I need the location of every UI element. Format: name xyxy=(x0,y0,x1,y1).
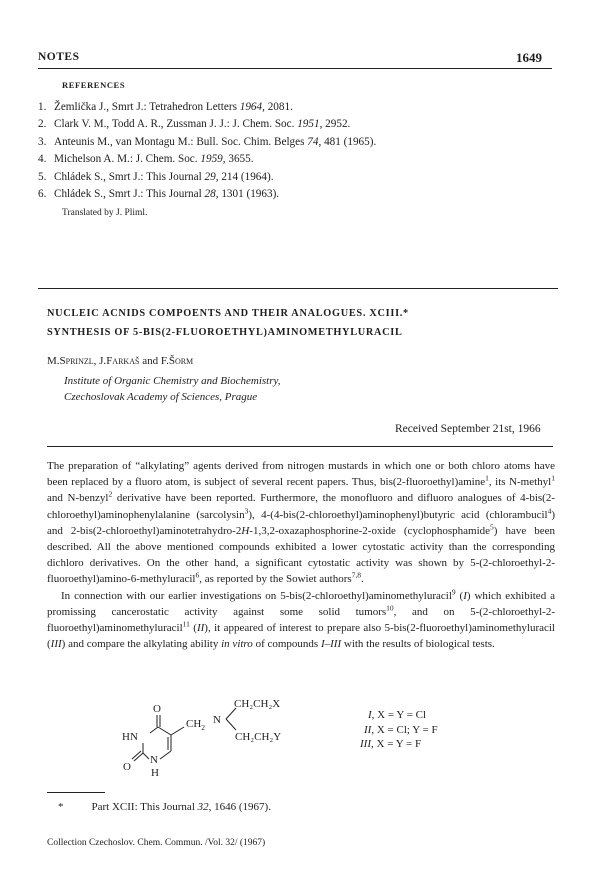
reference-item: 3. Anteunis M., van Montagu M.: Bull. Soc. Chim. Belges 74, 481 (1965). xyxy=(38,135,377,148)
paragraph-1: The preparation of “alkylating” agents derived from nitrogen mustards in which one or both chloro atoms have been replaced by a fluoro atom, is subject of several recent papers. Thus, bis(2-fluoroethyl)amine$^1$, its N-methyl$^1$ and N-benzyl$^2$ derivative have been reported. Furthermore, the monofluoro and difluoro analogues of 4-bis(2-chloroethyl)aminophenylalanine (sarcolysin$^3$), 4-(4-bis(2-chloroethyl)aminophenyl)butyric acid (chlorambucil$^4$) and 2-bis(2-chloroethyl)aminotetrahydro-2H-1,3,2-oxazaphosphorine-2-oxide (cyclophosphamide$^5$) have been described. All the above mentioned compounds exhibited a lower cytostatic activity than the corresponding dichloro derivatives. On the other hand, a significant cytostatic activity was shown by 5-(2-chloroethyl-2-fluoroethyl)amino-6-methyluracil$^6$, as reported by the Sowiet authors$^{7,8}$. xyxy=(47,460,555,586)
uracil-structure-diagram xyxy=(100,698,340,780)
reference-item: 1. Žemlička J., Smrt J.: Tetrahedron Letters 1964, 2081. xyxy=(38,101,293,113)
oxygen-c2-label: O xyxy=(123,761,131,773)
collection-footer: Collection Czechoslov. Chem. Commun. /Vol. 32/ (1967) xyxy=(47,838,266,848)
methylene-label: $CH_2$ xyxy=(186,718,206,732)
ring-bond-c4-c5 xyxy=(158,727,171,735)
compound-item: I, X = Y = Cl xyxy=(368,709,427,721)
nh-label: HN xyxy=(122,731,138,743)
paragraph-2: In connection with our earlier investigations on 5-bis(2-chloroethyl)aminomethyluracil$^9$ (I) which exhibited a promissing cancerostatic activity against some solid tumors$^{10}$, and on 5-(2-chloroethyl-2-fluoroethyl)aminomethyluracil$^{11}$ (II), it appeared of interest to prepare also 5-bis(2-fluoroethyl)aminomethyluracil (III) and compare the alkylating ability in vitro of compounds I–III with the results of biological tests. xyxy=(47,586,555,651)
ring-bond-n3-c4 xyxy=(150,727,158,733)
n1-hydrogen-label: H xyxy=(151,767,159,779)
received-date: Received September 21st, 1966 xyxy=(395,423,541,435)
institute-line-1: Institute of Organic Chemistry and Biochemistry, xyxy=(64,375,281,387)
reference-item: 6. Chládek S., Smrt J.: This Journal 28, 1301 (1963). xyxy=(38,188,280,201)
references-heading: REFERENCES xyxy=(62,80,126,90)
compound-item: II, X = Cl; Y = F xyxy=(364,723,438,736)
footnote-rule xyxy=(47,792,105,793)
article-title-line-2: SYNTHESIS OF 5-BIS(2-FLUOROETHYL)AMINOMETHYLURACIL xyxy=(47,327,403,338)
authors: M.Sprinzl, J.Farkaš and F.Šorm xyxy=(47,355,194,367)
running-header-left: NOTES xyxy=(38,51,80,63)
compound-legend xyxy=(360,708,438,752)
n1-label: N xyxy=(150,754,158,766)
amine-arm-bottom-bond xyxy=(226,719,236,730)
reference-item: 4. Michelson A. M.: J. Chem. Soc. 1959, 3655. xyxy=(38,153,254,166)
oxygen-c4-label: O xyxy=(153,703,161,715)
arm-top-label: CH₂CH₂X xyxy=(234,698,281,710)
amine-nitrogen-label: N xyxy=(213,714,221,726)
translator-note: Translated by J. Pliml. xyxy=(62,208,148,218)
arm-bottom-label: CH₂CH₂Y xyxy=(235,731,282,743)
page-number: 1649 xyxy=(516,50,542,65)
article-title-line-1: NUCLEIC ACNIDS COMPOENTS AND THEIR ANALOGUES. XCIII.* xyxy=(47,308,409,319)
section-rule xyxy=(38,288,558,289)
abstract-rule xyxy=(47,446,553,447)
institute-line-2: Czechoslovak Academy of Sciences, Prague xyxy=(64,391,258,403)
c5-methylene-bond xyxy=(171,727,184,735)
body-text xyxy=(47,458,555,652)
reference-item: 5. Chládek S., Smrt J.: This Journal 29, 214 (1964). xyxy=(38,170,274,183)
references-list xyxy=(38,99,558,203)
compound-item: III, X = Y = F xyxy=(360,738,422,750)
ring-bond-n1-c2 xyxy=(143,753,149,759)
c2-carbonyl-bond xyxy=(134,753,143,761)
header-rule xyxy=(38,68,552,69)
reference-item: 2. Clark V. M., Todd A. R., Zussman J. J.: J. Chem. Soc. 1951, 2952. xyxy=(38,118,351,131)
footnote: * Part XCII: This Journal 32, 1646 (1967). xyxy=(58,801,271,813)
ring-bond-c6-n1 xyxy=(160,751,171,759)
